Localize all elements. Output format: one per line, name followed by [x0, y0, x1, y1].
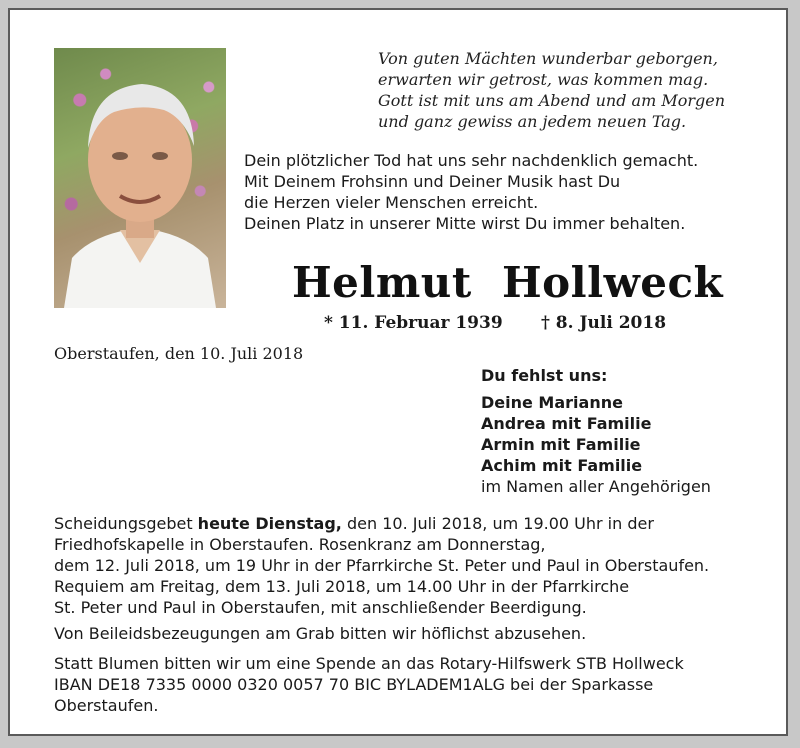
- service-highlight: heute Dienstag,: [197, 514, 342, 533]
- tribute-line: Deinen Platz in unserer Mitte wirst Du immer behalten.: [244, 214, 686, 233]
- poem-line: erwarten wir getrost, was kommen mag.: [378, 70, 709, 89]
- mourner-name: Deine Marianne: [481, 393, 623, 412]
- service-line: Requiem am Freitag, dem 13. Juli 2018, um 14.00 Uhr in der Pfarrkirche: [54, 577, 630, 596]
- portrait-figure: [54, 48, 226, 308]
- mourners-lead: Du fehlst uns:: [481, 366, 608, 385]
- mourner-name: Andrea mit Familie: [481, 414, 652, 433]
- tribute-line: die Herzen vieler Menschen erreicht.: [244, 193, 539, 212]
- service-line: St. Peter und Paul in Oberstaufen, mit anschließender Beerdigung.: [54, 598, 587, 617]
- donation-notice: [54, 653, 774, 716]
- tribute-line: Dein plötzlicher Tod hat uns sehr nachdenklich gemacht.: [244, 151, 699, 170]
- mourner-name: Armin mit Familie: [481, 435, 641, 454]
- mourner-name: Achim mit Familie: [481, 456, 643, 475]
- condolence-notice: [54, 623, 774, 644]
- birth-date: * 11. Februar 1939: [324, 313, 503, 333]
- mourners-closing: im Namen aller Angehörigen: [481, 477, 711, 496]
- poem-line: und ganz gewiss an jedem neuen Tag.: [378, 112, 687, 131]
- place-date: Oberstaufen, den 10. Juli 2018: [54, 344, 304, 363]
- tribute-line: Mit Deinem Frohsinn und Deiner Musik hast Du: [244, 172, 621, 191]
- condolence-line: Von Beileidsbezeugungen am Grab bitten wir höflichst abzusehen.: [54, 624, 587, 643]
- service-line: Friedhofskapelle in Oberstaufen. Rosenkranz am Donnerstag,: [54, 535, 546, 554]
- deceased-name: Helmut Hollweck: [292, 258, 724, 307]
- service-line: [54, 513, 774, 534]
- service-text: den 10. Juli 2018, um 19.00 Uhr in der: [341, 514, 654, 533]
- donation-line: Oberstaufen.: [54, 696, 159, 715]
- donation-line: Statt Blumen bitten wir um eine Spende an das Rotary-Hilfswerk STB Hollweck: [54, 654, 684, 673]
- poem-line: Von guten Mächten wunderbar geborgen,: [378, 49, 718, 68]
- tribute-text: [244, 150, 764, 234]
- service-line: dem 12. Juli 2018, um 19 Uhr in der Pfarrkirche St. Peter und Paul in Oberstaufen.: [54, 556, 710, 575]
- service-text: Scheidungsgebet: [54, 514, 198, 533]
- portrait-photo: [54, 48, 226, 308]
- death-date: † 8. Juli 2018: [541, 313, 667, 333]
- poem: [378, 48, 778, 132]
- service-notice: [54, 513, 774, 618]
- donation-line: IBAN DE18 7335 0000 0320 0057 70 BIC BYLADEM1ALG bei der Sparkasse: [54, 675, 654, 694]
- mourners-list: [481, 365, 711, 497]
- poem-line: Gott ist mit uns am Abend und am Morgen: [378, 91, 726, 110]
